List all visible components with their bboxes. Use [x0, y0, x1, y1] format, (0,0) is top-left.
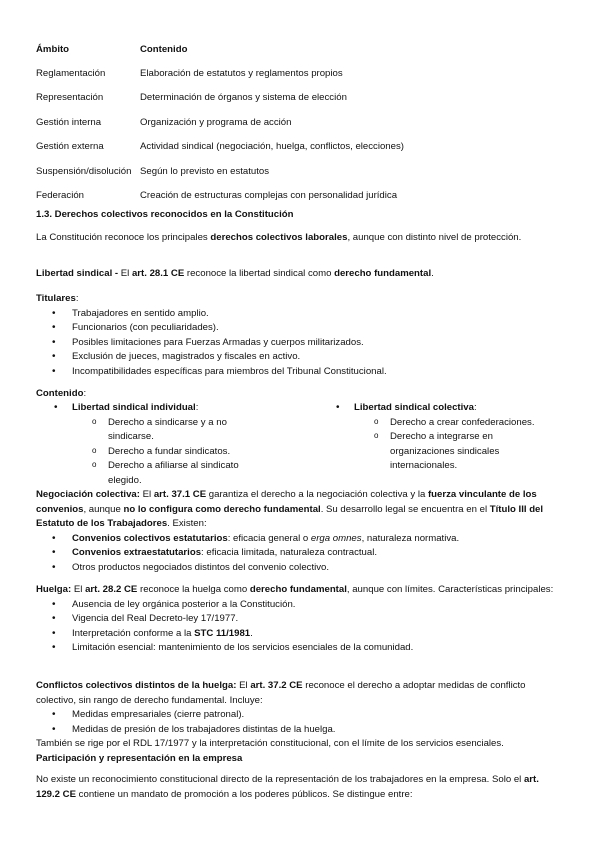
negociacion-block: [36, 488, 564, 575]
table-cell: Actividad sindical (negociación, huelga, conflictos, elecciones): [140, 141, 404, 153]
text: El: [236, 680, 251, 691]
table-cell: Determinación de órganos y sistema de elección: [140, 92, 347, 104]
list-item: • Exclusión de jueces, magistrados y fiscales en activo.: [36, 350, 564, 365]
list-item: • Medidas de presión de los trabajadores distintas de la huelga.: [36, 723, 564, 738]
table-row: [36, 183, 404, 207]
titulares-block: [36, 292, 564, 379]
individual-column: [36, 401, 296, 488]
table-row: [36, 159, 404, 183]
table-header-cell: Ámbito: [36, 43, 70, 55]
text: reconoce la huelga como: [137, 584, 250, 595]
huelga-list: [36, 598, 564, 656]
text: , aunque con límites. Características principales:: [346, 584, 554, 595]
list-item: o Derecho a integrarse en organizaciones sindicales internacionales.: [372, 430, 540, 474]
bold-term: Convenios colectivos estatutarios: [72, 532, 228, 544]
article-ref: art. 37.2 CE: [250, 680, 303, 691]
table-cell: Organización y programa de acción: [140, 116, 292, 128]
table-row: [36, 110, 404, 134]
intro-paragraph: [36, 231, 564, 246]
colon: :: [83, 388, 87, 399]
text: Limitación esencial: mantenimiento de los servicios esenciales de la comunidad.: [72, 642, 414, 653]
bold-term: Convenios extraestatutarios: [72, 547, 202, 558]
list-item: [36, 546, 564, 561]
list-item: • Funcionarios (con peculiaridades).: [36, 321, 564, 336]
contenido-label: Contenido: [36, 388, 84, 399]
text: garantiza el derecho a la negociación colectiva y la: [206, 489, 428, 500]
participacion-heading: [36, 752, 564, 767]
list-item: • Incompatibilidades específicas para miembros del Tribunal Constitucional.: [36, 365, 564, 380]
bold-term: Negociación colectiva:: [36, 489, 140, 500]
text: . Existen:: [167, 518, 207, 529]
list-item: [36, 598, 564, 613]
list-item: [36, 561, 564, 576]
conflictos-list: [36, 708, 564, 737]
conflictos-block: [36, 679, 564, 752]
colon: :: [75, 293, 79, 304]
list-item: [36, 532, 564, 547]
bold-term: Huelga:: [36, 584, 72, 595]
list-item: • Posibles limitaciones para Fuerzas Armadas y cuerpos militarizados.: [36, 336, 564, 351]
text: Interpretación conforme a la: [72, 627, 195, 639]
article-ref: art. 129.2 CE: [36, 774, 539, 800]
participacion-title: Participación y representación en la empresa: [36, 753, 243, 764]
table-cell: Elaboración de estatutos y reglamentos propios: [140, 68, 343, 80]
huelga-block: [36, 583, 564, 656]
article-ref: art. 28.1 CE: [131, 268, 185, 279]
text: reconoce la libertad sindical como: [184, 268, 335, 279]
text: Ausencia de ley orgánica posterior a la Constitución.: [72, 598, 296, 610]
text: . Su desarrollo legal se encuentra en el: [320, 503, 490, 515]
list-item: o Derecho a afiliarse al sindicato elegido.: [90, 459, 250, 488]
list-item: [36, 612, 564, 627]
list-item: [36, 641, 564, 656]
bold-term: STC 11/1981: [194, 627, 251, 639]
text: No existe un reconocimiento constitucional directo de la representación de los trabajadores en la empresa. Solo el: [36, 774, 524, 785]
list-item: • Trabajadores en sentido amplio.: [36, 307, 564, 322]
bold-term: Conflictos colectivos distintos de la huelga:: [36, 680, 237, 691]
table-cell: Creación de estructuras complejas con personalidad jurídica: [140, 190, 398, 202]
text: .: [250, 627, 253, 639]
bold-term: derecho fundamental: [249, 584, 347, 595]
italic-term: erga omnes: [310, 532, 362, 544]
individual-head: Libertad sindical individual: [72, 402, 196, 413]
contenido-label-line: [36, 387, 564, 402]
colon: :: [473, 402, 477, 413]
conflictos-paragraph: [36, 679, 564, 708]
bold-term: fuerza vinculante de los convenios: [36, 489, 537, 515]
titulares-label: Titulares: [36, 293, 76, 304]
intro-text-end: , aunque con distinto nivel de protección.: [347, 232, 522, 243]
colectiva-head: Libertad sindical colectiva: [354, 402, 474, 413]
bold-term: derecho fundamental: [334, 268, 432, 279]
text: : eficacia general o: [227, 532, 311, 544]
individual-list: [90, 416, 250, 489]
table-row: [36, 135, 404, 159]
convenios-list: [36, 532, 564, 576]
text: , aunque: [83, 503, 124, 515]
text: : eficacia limitada, naturaleza contractual.: [201, 547, 378, 558]
text: El: [71, 584, 86, 595]
participacion-paragraph: [36, 773, 564, 802]
table-row: [36, 86, 404, 110]
colectiva-column: [318, 401, 568, 474]
table-row: [36, 61, 404, 85]
negociacion-paragraph: [36, 488, 564, 532]
text: , naturaleza normativa.: [361, 532, 460, 544]
colon: :: [195, 402, 199, 413]
text: .: [431, 268, 434, 279]
table-cell: Según lo previsto en estatutos: [140, 165, 270, 177]
bold-term: Título III del Estatuto de los Trabajadores: [36, 503, 544, 529]
bold-term: no lo configura como derecho fundamental: [123, 503, 321, 515]
list-item: o Derecho a fundar sindicatos.: [90, 445, 250, 460]
ambito-table: [36, 37, 404, 208]
list-item: o Derecho a sindicarse y a no sindicarse.: [90, 416, 250, 445]
table-cell: Reglamentación: [36, 68, 106, 80]
intro-text: La Constitución reconoce los principales: [36, 232, 211, 243]
list-item: o Derecho a crear confederaciones.: [372, 416, 540, 431]
table-cell: Representación: [36, 92, 104, 104]
table-header-row: [36, 37, 404, 61]
titulares-list: [36, 307, 564, 380]
intro-bold: derechos colectivos laborales: [210, 232, 348, 243]
table-header-cell: Contenido: [140, 43, 188, 55]
huelga-paragraph: [36, 583, 564, 598]
text: reconoce el derecho a adoptar medidas de conflicto colectivo, sin rango de derecho fundamental. Incluye:: [36, 680, 526, 706]
colectiva-list: [372, 416, 540, 474]
table-cell: Gestión interna: [36, 116, 102, 128]
conflictos-footer: También se rige por el RDL 17/1977 y la interpretación constitucional, con el límite de los servicios esenciales.: [36, 738, 504, 749]
article-ref: art. 37.1 CE: [153, 489, 207, 500]
article-ref: art. 28.2 CE: [85, 584, 138, 595]
table-cell: Federación: [36, 190, 84, 202]
text: El: [139, 489, 154, 500]
text: El: [120, 268, 132, 279]
table-cell: Gestión externa: [36, 141, 104, 153]
text: Vigencia del Real Decreto-ley 17/1977.: [72, 613, 239, 624]
text: contiene un mandato de promoción a los poderes públicos. Se distingue entre:: [76, 788, 413, 800]
libertad-label: Libertad sindical -: [36, 268, 121, 279]
table-cell: Suspensión/disolución: [36, 165, 132, 177]
section-heading: [36, 208, 564, 223]
list-item: • Medidas empresariales (cierre patronal).: [36, 708, 564, 723]
text: Otros productos negociados distintos del convenio colectivo.: [72, 561, 330, 573]
list-item: [36, 627, 564, 642]
section-title: 1.3. Derechos colectivos reconocidos en la Constitución: [36, 209, 294, 220]
libertad-sindical-paragraph: [36, 267, 564, 282]
